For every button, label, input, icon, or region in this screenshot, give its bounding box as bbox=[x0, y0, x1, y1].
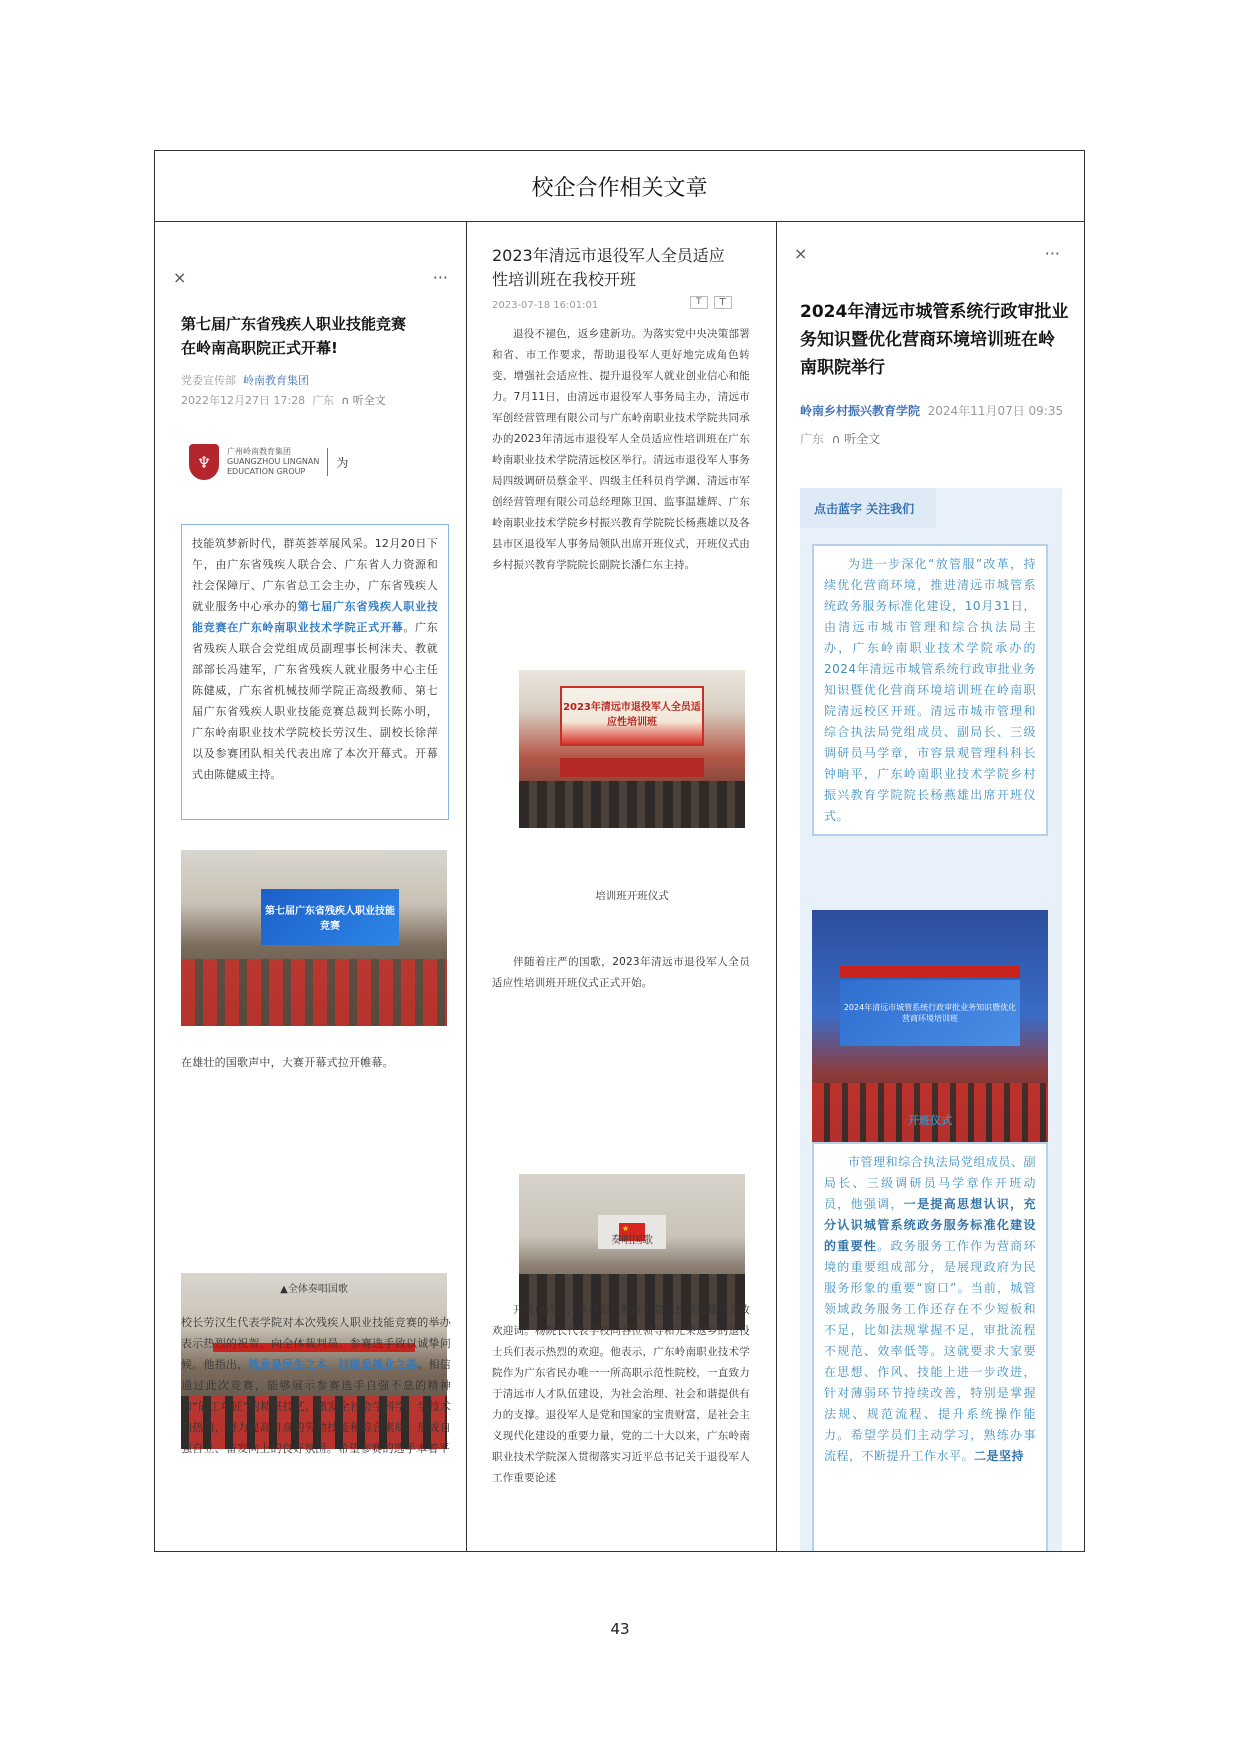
document-frame bbox=[154, 150, 1085, 1552]
article-column-2 bbox=[466, 222, 777, 1551]
article-column-3 bbox=[776, 222, 1084, 1551]
more-icon[interactable]: ··· bbox=[1044, 244, 1060, 263]
headphone-icon: ∩ bbox=[341, 394, 350, 407]
training-opening-photo: 2023年清远市退役军人全员适应性培训班 bbox=[519, 670, 745, 828]
intro-quote-box: 技能筑梦新时代，群英荟萃展风采。12月20日下午，由广东省残疾人联合会、广东省人力资源和社会保障厅、广东省总工会主办，广东省残疾人就业服务中心承办的第七届广东省残疾人职业技能竞赛在广东岭南职业技术学院正式开幕。广东省残疾人联合会党组成员副理事长柯沫夫、教就部部长冯建军，广东省残疾人就业服务中心主任陈健威，广东省机械技师学院正高级教师、第七届广东省残疾人职业技能竞赛总裁判长陈小明，广东岭南职业技术学院校长劳汉生、副校长徐萍以及参赛团队相关代表出席了本次开幕式。开幕式由陈健威主持。 bbox=[181, 524, 449, 820]
follow-us-link[interactable]: 点击蓝字 关注我们 bbox=[800, 488, 936, 528]
article3-body-box: 市管理和综合执法局党组成员、副局长、三级调研员马学章作开班动员，他强调，一是提高思想认识，充分认识城管系统政务服务标准化建设的重要性。政务服务工作作为营商环境的重要组成部分，是展现政府为民服务形象的重要“窗口”。当前，城管领域政务服务工作还存在不少短板和不足，比如法规掌握不足，审批流程不规范、效率低等。这就要求大家要在思想、作风、技能上进一步改进，针对薄弱环节持续改善，特别是掌握法规、规范流程、提升系统操作能力。希望学员们主动学习，熟练办事流程，不断提升工作水平。二是坚持 bbox=[812, 1142, 1048, 1551]
article3-toolbar bbox=[794, 244, 1060, 263]
article1-date-line bbox=[181, 392, 386, 408]
close-icon[interactable]: × bbox=[173, 268, 187, 287]
article3-opening-photo: 2024年清远市城管系统行政审批业务知识暨优化营商环境培训班 bbox=[812, 910, 1048, 1144]
article2-para2: 伴随着庄严的国歌，2023年清远市退役军人全员适应性培训班开班仪式正式开始。 bbox=[492, 956, 750, 989]
region: 广东 bbox=[800, 432, 825, 446]
font-size-controls bbox=[690, 296, 732, 309]
shield-logo-icon: ♆ bbox=[189, 444, 219, 480]
publish-datetime: 2022年12月27日 17:28 bbox=[181, 394, 306, 407]
caption-anthem-2: 奏唱国歌 bbox=[611, 1234, 653, 1246]
article1-title: 第七届广东省残疾人职业技能竞赛 在岭南高职院正式开幕! bbox=[181, 315, 407, 357]
article1-publisher-line bbox=[181, 372, 309, 388]
close-icon[interactable]: × bbox=[794, 244, 808, 263]
article2-para3: 开班仪式上，乡村振兴教育学院院长杨燕雄首先致欢迎词。杨院长代表学校向各位领导和光荣返乡的退役士兵们表示热烈的欢迎。他表示，广东岭南职业技术学院作为广东省民办唯一一所高职示范性院校，一直致力于清远市人才队伍建设，为社会治理、社会和谐提供有力的支撑。退役军人是党和国家的宝贵财富，是社会主义现代化建设的重要力量，党的二十大以来，广东岭南职业技术学院深入贯彻落实习近平总书记关于退役军人工作重要论述 bbox=[492, 1304, 750, 1484]
caption-anthem: ▲全体奏唱国歌 bbox=[280, 1284, 348, 1295]
caption-article3: 开班仪式 bbox=[908, 1114, 952, 1127]
caption-anthem-opening: 在雄壮的国歌声中，大赛开幕式拉开帷幕。 bbox=[181, 1056, 394, 1069]
page-number: 43 bbox=[610, 1620, 630, 1638]
publisher: 党委宣传部 bbox=[181, 374, 236, 387]
article2-title: 2023年清远市退役军人全员适应 性培训班在我校开班 bbox=[492, 246, 725, 289]
article3-region-line bbox=[800, 430, 880, 447]
font-larger-button[interactable]: T bbox=[714, 296, 732, 309]
more-icon[interactable]: ··· bbox=[432, 268, 448, 287]
region: 广东 bbox=[312, 394, 335, 407]
publisher-link[interactable]: 岭南乡村振兴教育学院 bbox=[800, 404, 921, 418]
article-column-1 bbox=[155, 222, 467, 1551]
publish-datetime: 2024年11月07日 09:35 bbox=[927, 404, 1064, 418]
article3-body-panel bbox=[800, 488, 1062, 1551]
headphone-icon: ∩ bbox=[831, 432, 841, 446]
section-title: 校企合作相关文章 bbox=[155, 151, 1084, 222]
listen-button[interactable]: ∩ 听全文 bbox=[831, 432, 881, 446]
article2-datetime: 2023-07-18 16:01:01 bbox=[492, 300, 599, 311]
brand-logo: ♆ 广州岭南教育集团 GUANGZHOU LINGNAN EDUCATION GROUP 为 bbox=[189, 444, 348, 480]
font-smaller-button[interactable]: T bbox=[690, 296, 708, 309]
opening-ceremony-photo: 第七届广东省残疾人职业技能竞赛 bbox=[181, 850, 447, 1026]
article1-body: 校长劳汉生代表学院对本次残疾人职业技能竞赛的举办表示热烈的祝贺，向全体裁判员、参赛选手致以诚挚问候。他指出，就业是民生之本，技能是就业之基。相信通过此次竞赛，能够展示参赛选手自强不息的精神和“能工巧匠”的精湛技艺，激发全社会学科学、学技术的热情，努力提高自身的劳动技能和综合素质，形成自强自立、奋发向上的良好氛围。希望参赛的选手本着平 bbox=[181, 1316, 452, 1455]
publisher-org-link[interactable]: 岭南教育集团 bbox=[243, 374, 309, 387]
article3-intro-box: 为进一步深化“放管服”改革，持续优化营商环境，推进清远市城管系统政务服务标准化建设，10月31日，由清远市城市管理和综合执法局主办，广东岭南职业技术学院承办的2024年清远市城管系统行政审批业务知识暨优化营商环境培训班在岭南职院清远校区开班。清远市城市管理和综合执法局党组成员、副局长、三级调研员马学章，市容景观管理科科长钟晌平，广东岭南职业技术学院乡村振兴教育学院院长杨燕雄出席开班仪式。 bbox=[812, 544, 1048, 836]
article1-toolbar bbox=[173, 268, 448, 287]
article3-publisher-line bbox=[800, 402, 1063, 419]
article2-para1: 退役不褪色，返乡建新功。为落实党中央决策部署和省、市工作要求，帮助退役军人更好地完成角色转变、增强社会适应性、提升退役军人就业创业信心和能力。7月11日，由清远市退役军人事务局主办，清远市军创经营管理有限公司与广东岭南职业技术学院共同承办的2023年清远市退役军人全员适应性培训班在广东岭南职业技术学院清远校区举行。清远市退役军人事务局四级调研员蔡金平、四级主任科员肖学渊、清远市军创经营管理有限公司总经理陈卫国、监事温雄辉、广东岭南职业技术学院乡村振兴教育学院院长杨燕雄以及各县市区退役军人事务局领队出席开班仪式，开班仪式由乡村振兴教育学院院长副院长潘仁东主持。 bbox=[492, 328, 750, 571]
caption-training-opening: 培训班开班仪式 bbox=[595, 890, 669, 902]
article3-title: 2024年清远市城管系统行政审批业 务知识暨优化营商环境培训班在岭 南职院举行 bbox=[800, 302, 1069, 378]
listen-button[interactable]: ∩ 听全文 bbox=[341, 394, 386, 407]
